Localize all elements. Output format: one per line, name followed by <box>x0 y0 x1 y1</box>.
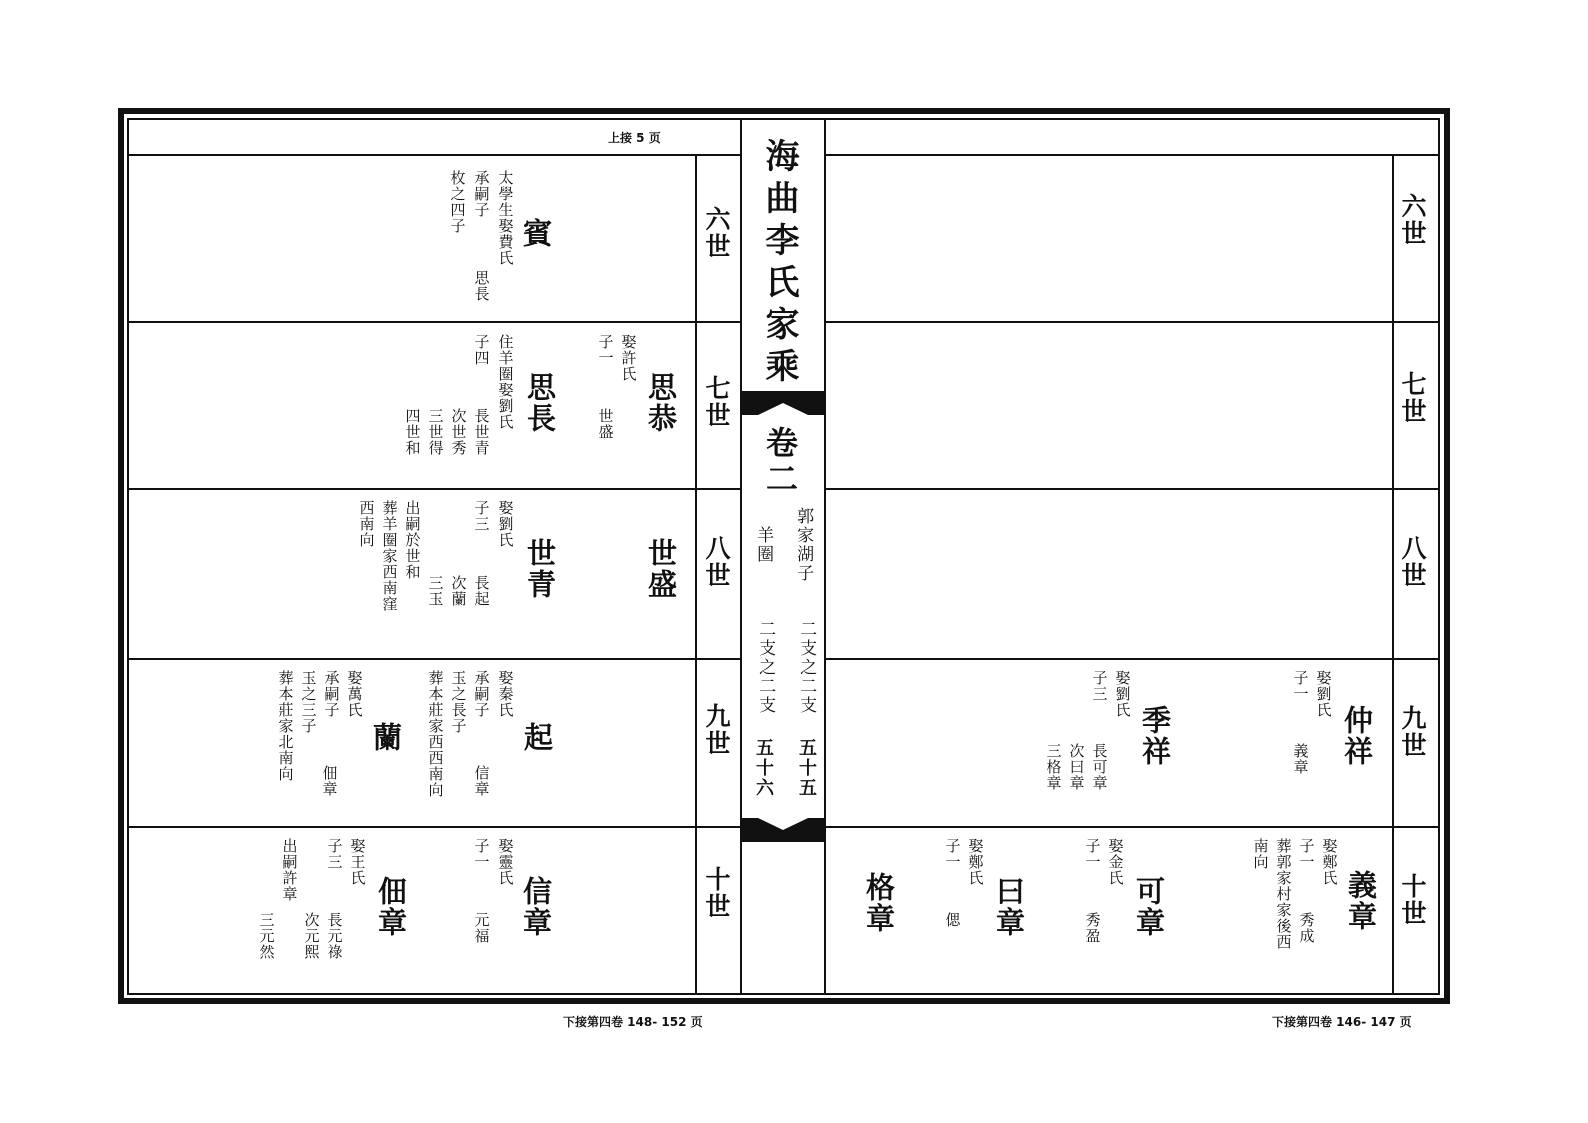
row-rule <box>826 488 1438 490</box>
bin-info-2: 承嗣子 <box>472 170 491 218</box>
row-rule <box>128 488 740 490</box>
qi-son: 信章 <box>472 765 491 797</box>
yizhang-son: 秀成 <box>1297 912 1316 944</box>
gen-label-9-right: 九世 <box>1398 705 1427 759</box>
person-name-sigong: 思恭 <box>644 372 678 434</box>
sichang-son-4: 四世和 <box>403 408 422 456</box>
kezhang-info: 娶金氏 <box>1106 838 1125 886</box>
spine-border-left <box>740 119 742 994</box>
yuezhang-info-2: 子一 <box>943 838 962 870</box>
spine-page-left: 五十六 <box>753 738 774 798</box>
person-name-yuezhang: 曰章 <box>992 876 1026 938</box>
jixiang-son-3: 三格章 <box>1044 743 1063 791</box>
bin-info: 太學生娶費氏 <box>496 170 515 266</box>
header-rule-right <box>826 154 1438 156</box>
person-name-lan: 蘭 <box>369 722 403 753</box>
shiqing-note-2: 葬羊圈家西南窪 <box>380 500 399 612</box>
gen-label-9-left: 九世 <box>702 703 731 757</box>
spine-border-right <box>824 119 826 994</box>
gen-label-8-right: 八世 <box>1398 535 1427 589</box>
row-rule <box>826 658 1438 660</box>
gen-column-border-left <box>695 155 697 994</box>
gen-label-10-left: 十世 <box>702 866 731 920</box>
jixiang-info: 娶劉氏 <box>1113 670 1132 718</box>
dianzhang-son-1: 長元祿 <box>325 912 344 960</box>
spine-place-left: 羊圈 <box>753 526 774 564</box>
yuezhang-info: 娶鄭氏 <box>966 838 985 886</box>
gen-label-6-left: 六世 <box>702 206 731 260</box>
gen-label-8-left: 八世 <box>702 535 731 589</box>
shiqing-son-3: 三玉 <box>426 575 445 607</box>
yuezhang-son: 偲 <box>943 912 962 928</box>
person-name-jixiang: 季祥 <box>1138 705 1172 767</box>
dianzhang-info: 娶王氏 <box>348 838 367 886</box>
sichang-info-2: 子四 <box>472 334 491 366</box>
lan-info-4: 葬本莊家北南向 <box>276 670 295 782</box>
person-name-bin: 賓 <box>519 218 553 249</box>
lan-info: 娶萬氏 <box>345 670 364 718</box>
kezhang-info-2: 子一 <box>1083 838 1102 870</box>
person-name-gezhang: 格章 <box>862 872 896 934</box>
sichang-son-1: 長世青 <box>472 408 491 456</box>
sichang-son-2: 次世秀 <box>449 408 468 456</box>
fishtail-bottom <box>742 818 824 836</box>
note-bottom-left: 下接第四卷 148- 152 页 <box>563 1015 703 1029</box>
sichang-info: 住羊圈娶劉氏 <box>496 334 515 430</box>
qi-info: 娶秦氏 <box>496 670 515 718</box>
yizhang-info-4: 南向 <box>1251 838 1270 870</box>
dianzhang-info-3: 出嗣許章 <box>280 838 299 902</box>
shiqing-son-2: 次蘭 <box>449 575 468 607</box>
person-name-kezhang: 可章 <box>1132 876 1166 938</box>
gen-label-6-right: 六世 <box>1398 193 1427 247</box>
sigong-info-2: 子一 <box>596 334 615 366</box>
qi-info-3: 玉之長子 <box>449 670 468 734</box>
row-rule <box>128 826 740 828</box>
zhongxiang-info-2: 子一 <box>1291 670 1310 702</box>
bin-son: 思長 <box>472 270 491 302</box>
dianzhang-son-2: 次元熙 <box>302 912 321 960</box>
yizhang-info-3: 葬郭家村家後西 <box>1274 838 1293 950</box>
note-top: 上接 5 页 <box>608 131 661 145</box>
zhongxiang-son: 義章 <box>1291 743 1310 775</box>
shiqing-info-2: 子三 <box>472 500 491 532</box>
bin-info-3: 枚之四子 <box>448 170 467 234</box>
volume-label: 卷二 <box>761 426 799 498</box>
shiqing-note-1: 出嗣於世和 <box>403 500 422 580</box>
row-rule <box>826 321 1438 323</box>
yizhang-info: 娶鄭氏 <box>1320 838 1339 886</box>
jixiang-son-1: 長可章 <box>1090 743 1109 791</box>
shiqing-info: 娶劉氏 <box>496 500 515 548</box>
person-name-shisheng: 世盛 <box>644 538 678 600</box>
spine-branch-left: 二支之二支 <box>755 620 776 715</box>
xinzhang-son: 元福 <box>472 912 491 944</box>
qi-info-4: 葬本莊家西西南向 <box>426 670 445 798</box>
person-name-yizhang: 義章 <box>1344 870 1378 932</box>
gen-label-7-right: 七世 <box>1398 371 1427 425</box>
row-rule <box>826 826 1438 828</box>
lan-son: 佃章 <box>320 765 339 797</box>
jixiang-info-2: 子三 <box>1090 670 1109 702</box>
person-name-dianzhang: 佃章 <box>374 876 408 938</box>
header-rule-left <box>128 154 740 156</box>
xinzhang-info-2: 子一 <box>472 838 491 870</box>
lan-info-3: 玉之三子 <box>299 670 318 734</box>
yizhang-info-2: 子一 <box>1297 838 1316 870</box>
kezhang-son: 秀盈 <box>1083 912 1102 944</box>
shiqing-son-1: 長起 <box>472 575 491 607</box>
shiqing-note-3: 西南向 <box>357 500 376 548</box>
dianzhang-info-2: 子三 <box>325 838 344 870</box>
person-name-xinzhang: 信章 <box>519 876 553 938</box>
gen-label-10-right: 十世 <box>1398 873 1427 927</box>
sigong-son: 世盛 <box>596 408 615 440</box>
gen-column-border-right <box>1392 155 1394 994</box>
spine-page-right: 五十五 <box>796 738 817 798</box>
sigong-info: 娶許氏 <box>619 334 638 382</box>
note-bottom-right: 下接第四卷 146- 147 页 <box>1272 1015 1412 1029</box>
spine-place-right: 郭家湖子 <box>793 507 814 583</box>
jixiang-son-2: 次曰章 <box>1067 743 1086 791</box>
person-name-qi: 起 <box>520 722 554 753</box>
person-name-sichang: 思長 <box>523 372 557 434</box>
xinzhang-info: 娶靈氏 <box>496 838 515 886</box>
spine-branch-right: 二支之二支 <box>796 620 817 715</box>
row-rule <box>128 658 740 660</box>
sichang-son-3: 三世得 <box>426 408 445 456</box>
book-title: 海曲李氏家乘 <box>759 138 799 390</box>
fishtail-top <box>742 397 824 415</box>
gen-label-7-left: 七世 <box>702 375 731 429</box>
person-name-zhongxiang: 仲祥 <box>1340 705 1374 767</box>
dianzhang-son-3: 三元然 <box>257 912 276 960</box>
row-rule <box>128 321 740 323</box>
fishtail-band-bottom <box>742 836 824 842</box>
person-name-shiqing: 世青 <box>523 538 557 600</box>
lan-info-2: 承嗣子 <box>322 670 341 718</box>
qi-info-2: 承嗣子 <box>472 670 491 718</box>
zhongxiang-info: 娶劉氏 <box>1314 670 1333 718</box>
